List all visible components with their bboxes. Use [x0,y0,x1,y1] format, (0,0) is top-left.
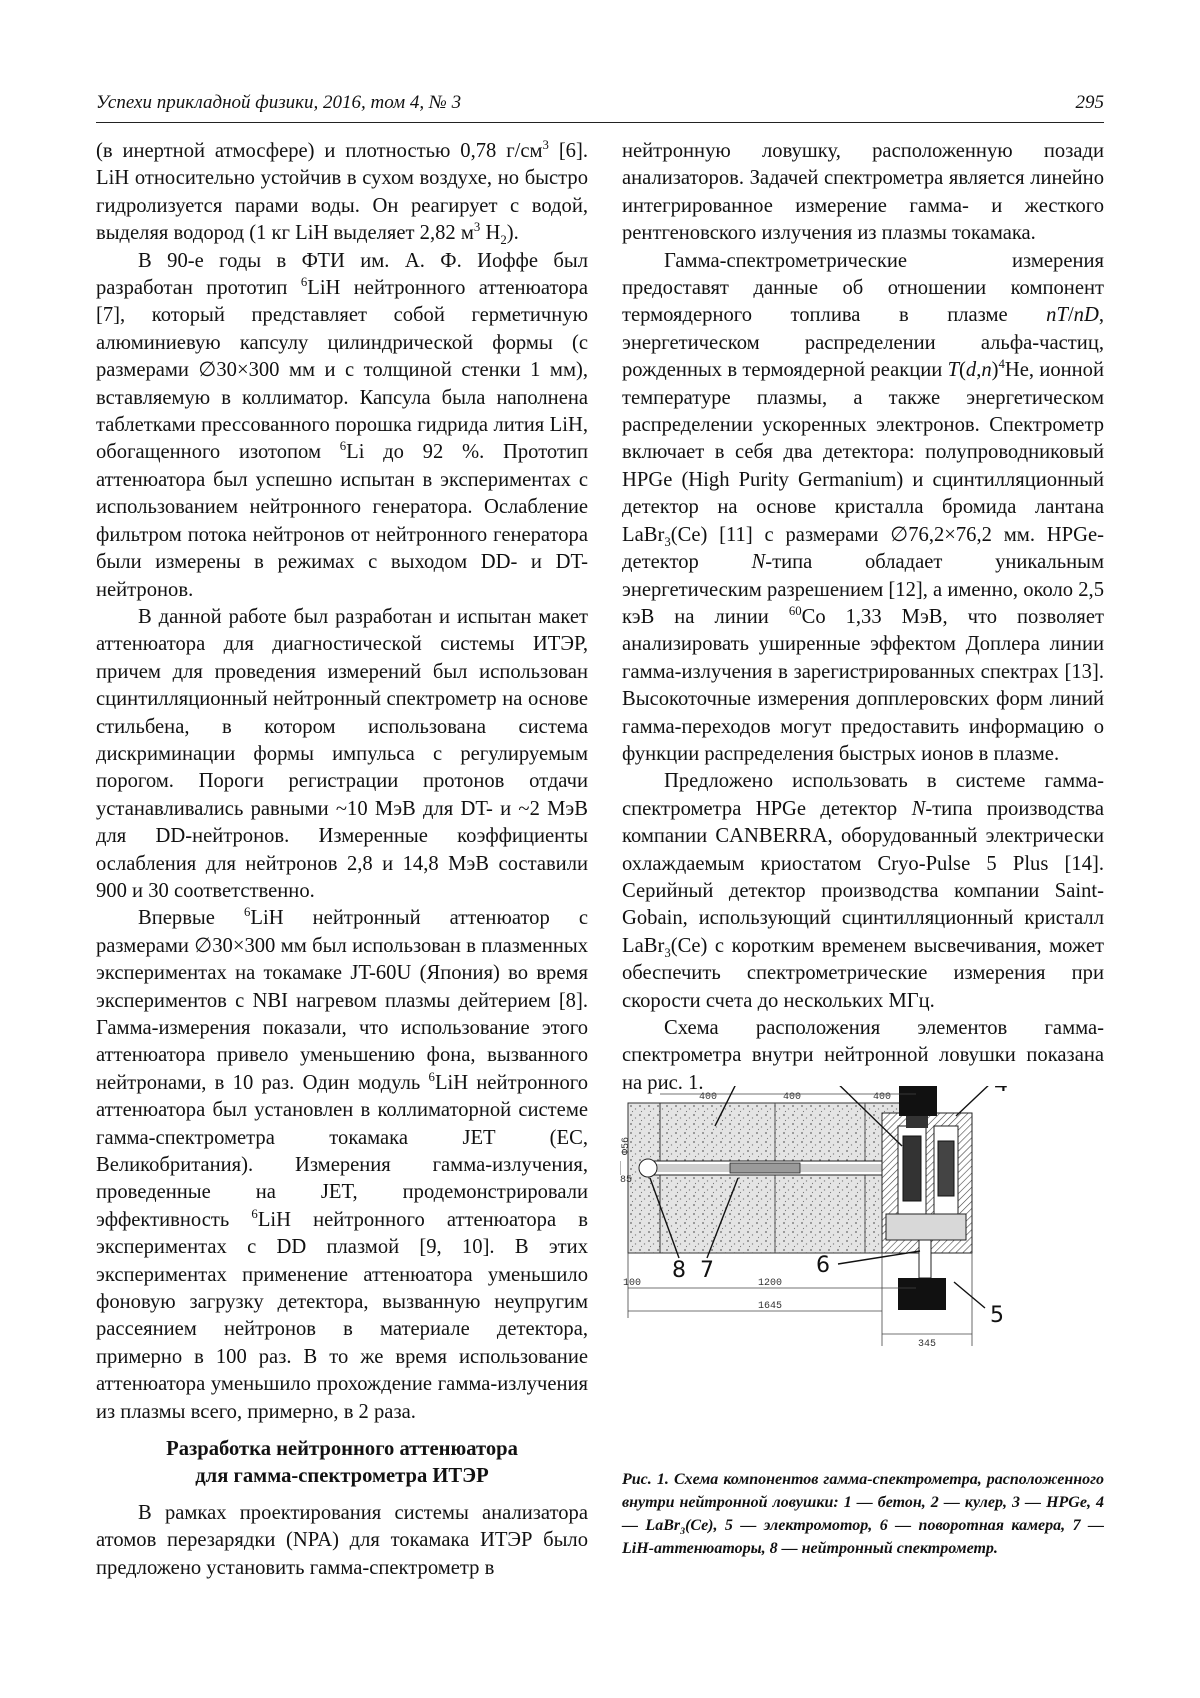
dim-400-b: 400 [782,1092,802,1103]
labr3-detector [938,1141,954,1196]
dim-d85: 85 [620,1175,633,1186]
dim-1200: 1200 [757,1278,783,1289]
callout-7: 7 [700,1258,714,1283]
dim-400-c: 400 [872,1092,892,1103]
left-column [96,138,588,1426]
dim-1645: 1645 [757,1301,783,1312]
concrete-block [660,1103,916,1253]
right-column [622,138,1104,1097]
dim-100: 100 [622,1278,642,1289]
paragraph: В 90-е годы в ФТИ им. А. Ф. Иоффе был разработан прототип $^6$LiH нейтронного аттенюатора [7], который представляет собой герметичную алюминиевую капсулу цилиндрической формы (с размерами ∅30×300 мм и с толщиной стенки 1 мм), вставляемую в коллиматор. Капсула была наполнена таблетками прессованного порошка гидрида лития LiH, обогащенного изотопом $^6$Li до 92 %. Прототип аттенюатора был успешно испытан в экспериментах с использованием нейтронного генератора. Ослабление фильтром потока нейтронов от нейтронного генератора были измерены в режимах с выходом DD- и DT-нейтронов. [96,249,588,601]
callout-6: 6 [816,1253,830,1278]
callout-5: 5 [990,1303,1004,1328]
callout-8: 8 [672,1258,686,1283]
journal-title: Успехи прикладной физики, 2016, том 4, № 3 [96,92,462,113]
header-rule [96,122,1104,123]
paragraph: нейтронную ловушку, расположенную позади анализаторов. Задачей спектрометра является линейно интегрированное измерение гамма- и жесткого рентгеновского излучения из плазмы токамака. [622,140,1104,245]
callout-4 [994,1086,1008,1097]
paragraph: Впервые $^6$LiH нейтронный аттенюатор с размерами ∅30×300 мм был использован в плазменных экспериментах на токамаке JT-60U (Япония) во время экспериментов с NBI нагревом плазмы дейтерием [8]. Гамма-измерения показали, что использование этого аттенюатора привело уменьшению фона, вызванного нейтронами, в 10 раз. Один модуль $^6$LiH нейтронного аттенюатора был установлен в коллиматорной системе гамма-спектрометра токамака JET (ЕС, Великобритания). Измерения гамма-излучения, проведенные на JET, продемонстрировали эффективность $^6$LiH нейтронного аттенюатора в экспериментах с DD плазмой [9, 10]. В этих экспериментах применение аттенюатора уменьшило фоновую загрузку детектора, вызванную неупругим рассеянием нейтронов в материале детектора, примерно в 100 раз. В то же время использование аттенюатора уменьшило прохождение гамма-излучения из плазмы всего, примерно, в 2 раза. [96,905,588,1423]
paragraph: Схема расположения элементов гамма-спектрометра внутри нейтронной ловушки показана на рис. 1. [622,1017,1104,1094]
dim-345: 345 [917,1339,937,1350]
lih-attenuator [730,1163,800,1173]
caption-text: Схема компонентов гамма-спектрометра, расположенного внутри нейтронной ловушки: 1 — бетон, 2 — кулер, 3 — HPGe, 4 — LaBr$_3$(Ce), 5 — электромотор, 6 — поворотная камера, 7 — LiH-аттенюаторы, 8 — нейтронный спектрометр. [622,1471,1105,1557]
dim-d56: Φ56 [621,1136,632,1156]
page-number: 295 [1075,92,1104,113]
caption-label: Рис. 1. [622,1471,669,1488]
concrete-end [628,1103,660,1253]
running-header [96,92,1104,122]
cooler [899,1086,937,1116]
paragraph: В рамках проектирования системы анализатора атомов перезарядки (NPA) для токамака ИТЭР было предложено установить гамма-спектрометр в [96,1502,588,1579]
paragraph: В данной работе был разработан и испытан макет аттенюатора для диагностической системы ИТЭР, причем для проведения измерений был использован сцинтилляционный нейтронный спектрометр на основе стильбена, в котором использована система дискриминации формы импульса с регулируемым порогом. Пороги регистрации протонов отдачи устанавливались равными ~10 МэВ для DT- и ~2 МэВ для DD-нейтронов. Измеренные коэффициенты ослабления для нейтронов 2,8 и 14,8 МэВ составили 900 и 30 соответственно. [96,605,588,902]
dim-400-a: 400 [698,1092,718,1103]
section-body [96,1500,588,1582]
neutron-spectrometer [639,1159,657,1177]
electromotor [898,1278,946,1310]
paragraph: Предложено использовать в системе гамма-спектрометра HPGe детектор N-типа производства компании CANBERRA, оборудованный электрически охлаждаемым криостатом Cryo-Pulse 5 Plus [14]. Серийный детектор производства компании Saint-Gobain, использующий сцинтилляционный кристалл LaBr$_3$(Ce) с коротким временем высвечивания, может обеспечить спектрометрические измерения при скорости счета до нескольких МГц. [622,770,1104,1012]
figure-1 [620,1086,1104,1458]
paragraph: (в инертной атмосфере) и плотностью 0,78 $г/см^3$ [6]. LiH относительно устойчив в сухом воздухе, но быстро гидролизуется парами воды. Он реагирует с водой, выделяя водород (1 кг LiH выделяет 2,82 $м^3$ $H_2$). [96,138,588,248]
figure-caption [622,1468,1104,1560]
section-heading-line: для гамма-спектрометра ИТЭР [195,1465,489,1487]
gamma-spectrometer-schematic [620,1086,1104,1458]
paragraph: Гамма-спектрометрические измерения предоставят данные об отношении компонент термоядерного топлива в плазме nT/nD, энергетическом распределении альфа-частиц, рожденных в термоядерной реакции $T(d,n)^4He$, ионной температуре плазмы, а также энергетическом распределении ускоренных электронов. Спектрометр включает в себя два детектора: полупроводниковый HPGe (High Purity Germanium) и сцинтилляционный детектор на основе кристалла бромида лантана LaBr$_3$(Ce) [11] с размерами ∅76,2×76,2 мм. HPGe-детектор N-типа обладает уникальным энергетическим разрешением [12], а именно, около 2,5 кэВ на линии $^{60}$Co 1,33 МэВ, что позволяет анализировать уширенные эффектом Доплера линии гамма-излучения в зарегистрированных спектрах [13]. Высокоточные измерения допплеровских форм линий гамма-переходов могут предоставить информацию о функции распределения быстрых ионов в плазме. [622,249,1104,765]
section-heading-line: Разработка нейтронного аттенюатора [166,1438,518,1460]
rotating-chamber [886,1214,966,1240]
hpge-detector [903,1136,921,1201]
section-heading [96,1436,588,1490]
